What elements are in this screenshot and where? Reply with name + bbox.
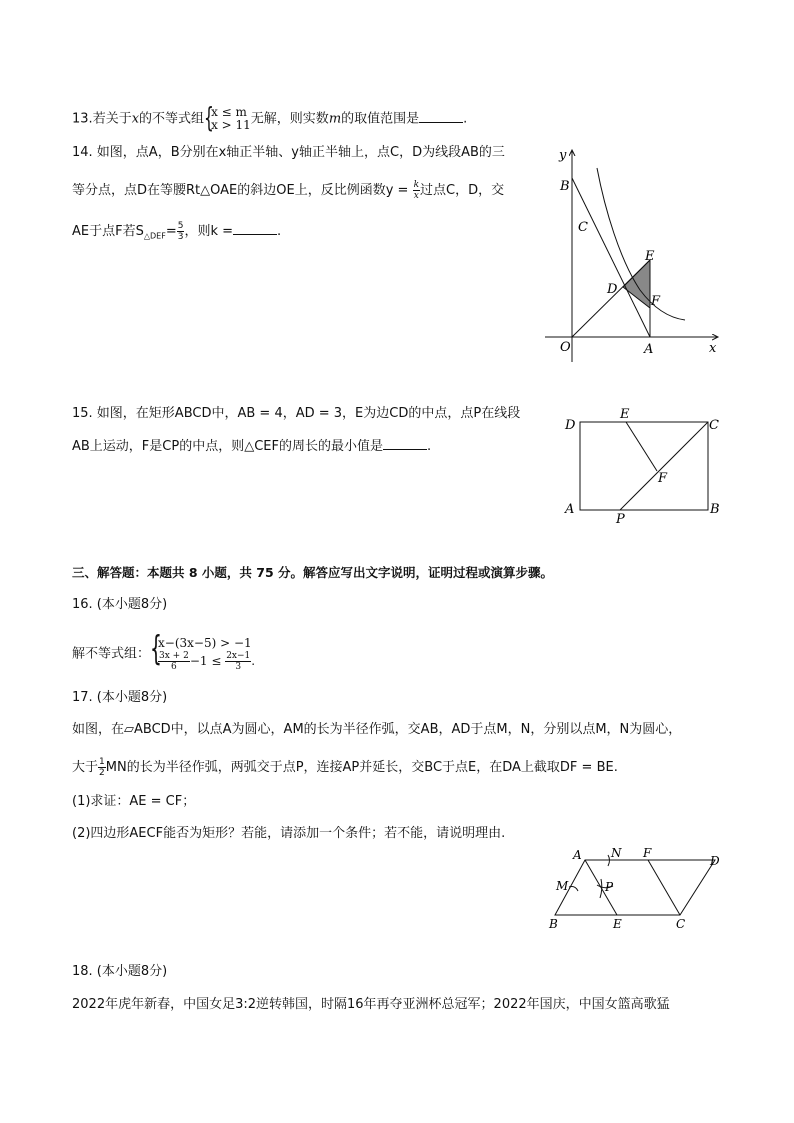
label-n: N [611, 846, 622, 860]
label-p: P [605, 880, 614, 894]
q15-line-1: 15. 如图，在矩形ABCD中，AB = 4，AD = 3，E为边CD的中点，点P在线段 [72, 406, 521, 421]
q18-line-1: 2022年虎年新春，中国女足3:2逆转韩国，时隔16年再夺亚洲杯总冠军；2022年国庆，中国女篮高歌猛 [72, 997, 670, 1012]
label-c: C [578, 220, 588, 235]
label-b: B [560, 179, 570, 194]
fraction-area: $\frac{5}{3}$ [177, 221, 184, 242]
q16-row-2: $\frac{3x + 2}{6}$ −1 ≤ $\frac{2x-1}{3}$ . [159, 651, 256, 672]
label-f: F [658, 471, 668, 486]
q17-line-2: 大于 $\frac{1}{2}$ MN的长为半径作弧，两弧交于点P，连接AP并延长，交BC于点E，在DA上截取DF = BE. [72, 757, 618, 778]
label-e: E [620, 407, 630, 422]
label-a: A [573, 848, 582, 862]
arc-p-2 [600, 879, 602, 898]
fraction-one-half: $\frac{1}{2}$ [99, 757, 105, 778]
q17-line-1: 如图，在▱ABCD中，以点A为圆心，AM的长为半径作弧，交AB，AD于点M，N，分别以点M，N为圆心， [72, 722, 682, 737]
label-x: x [709, 341, 717, 356]
q16-header: 16. (本小题8分) [72, 597, 168, 612]
answer-blank [233, 222, 277, 235]
rectangle-abcd [580, 422, 708, 510]
q16-body: 解不等式组： { x−(3x−5) > −1 $\frac{3x + 2}{6}$ −1 ≤ $\frac{2x-1}{3}$ . [72, 629, 256, 672]
q17-part-2: (2)四边形AECF能否为矩形？若能，请添加一个条件；若不能，请说明理由. [72, 826, 506, 841]
fraction-k-over-x: $\frac{k}{x}$ [413, 180, 420, 201]
label-p: P [616, 512, 625, 527]
label-b: B [710, 502, 720, 517]
q13-number: 13. [72, 111, 93, 127]
label-f: F [643, 846, 652, 860]
brace-icon: { [150, 629, 162, 669]
label-c: C [676, 917, 686, 931]
brace-icon: { [204, 101, 214, 134]
q14-line-3: AE于点F若$S_{\triangle DEF}=$ $\frac{5}{3}$ ，则k = . [72, 221, 282, 242]
label-d: D [607, 282, 618, 297]
label-b: B [549, 917, 558, 931]
q14-line-2: 等分点，点D在等腰Rt△OAE的斜边OE上，反比例函数y = $\frac{k}{x}$ 过点C，D，交 [72, 180, 505, 201]
q18-header: 18. (本小题8分) [72, 964, 168, 979]
segment-cp [620, 422, 708, 510]
section-3-heading: 三、解答题：本题共 8 小题，共 75 分。解答应写出文字说明，证明过程或演算步骤。 [72, 565, 554, 580]
label-d: D [565, 418, 576, 433]
label-c: C [709, 418, 719, 433]
figure-17-parallelogram [545, 845, 730, 935]
q17-header: 17. (本小题8分) [72, 690, 168, 705]
label-e: E [613, 917, 622, 931]
q13-inequality-system: { x ≤ m x > 11 [204, 101, 251, 134]
q15-line-2: AB上运动，F是CP的中点，则△CEF的周长的最小值是 . [72, 439, 432, 454]
figure-15-rectangle [560, 405, 725, 530]
label-f: F [651, 294, 661, 309]
label-d: D [710, 854, 720, 868]
q14-line-1: 14. 如图，点A，B分别在x轴正半轴、y轴正半轴上，点C，D为线段AB的三 [72, 145, 505, 160]
q17-part-1: (1)求证：AE = CF； [72, 794, 196, 809]
label-y: y [559, 148, 567, 163]
label-m: M [556, 879, 569, 893]
segment-fc [648, 860, 680, 915]
label-o: O [560, 340, 571, 355]
answer-blank [383, 437, 427, 450]
segment-ab [572, 178, 650, 337]
q13-text: 13.若关于x的不等式组 { x ≤ m x > 11 无解，则实数m的取值范围是 . [72, 101, 468, 134]
label-a: A [644, 342, 654, 357]
segment-ef [626, 422, 657, 471]
parallelogram-abcd [555, 860, 715, 915]
label-e: E [645, 249, 655, 264]
q16-inequality-system: { x−(3x−5) > −1 $\frac{3x + 2}{6}$ −1 ≤ $\frac{2x-1}{3}$ . [150, 629, 256, 672]
label-a: A [565, 502, 575, 517]
figure-14-coordinate-graph [540, 140, 730, 365]
answer-blank [419, 110, 463, 123]
